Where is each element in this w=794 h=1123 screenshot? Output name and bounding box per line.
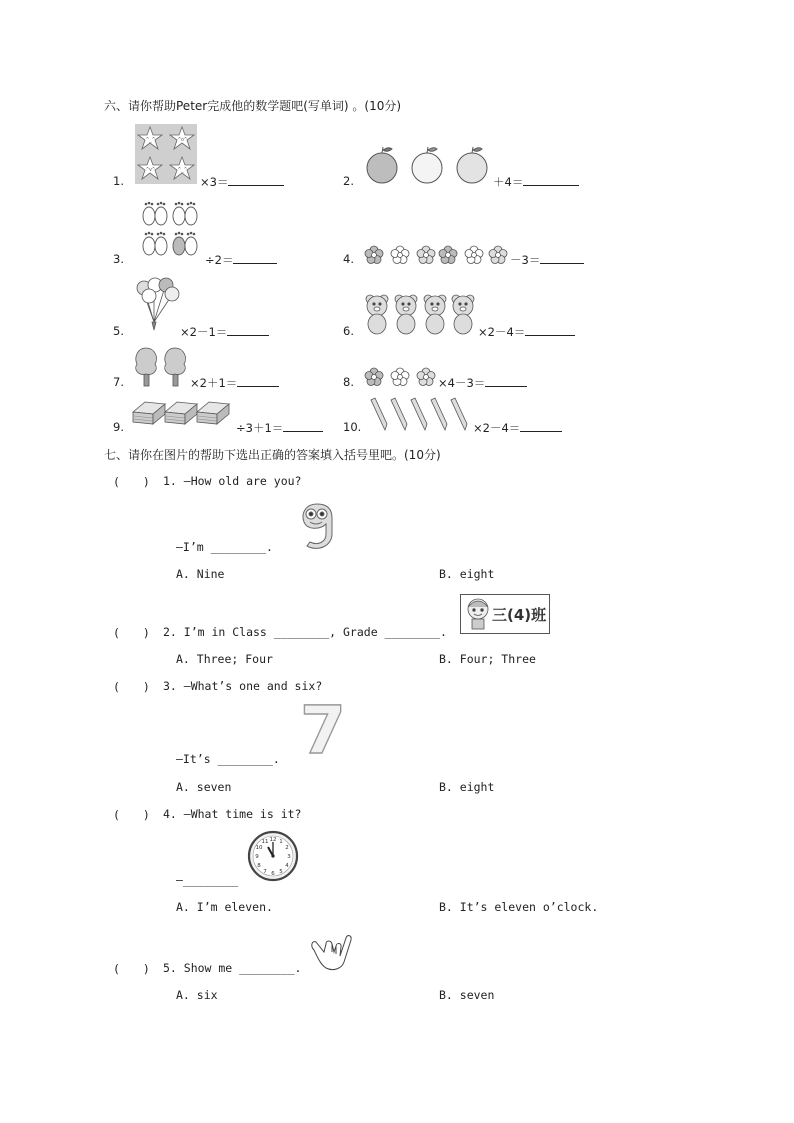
clock-num-12: 12 <box>269 837 277 843</box>
q3-option-a[interactable]: A. seven <box>176 780 232 794</box>
item-9-expression: ÷3＋1＝ <box>236 420 323 436</box>
section7-title: 七、请你在图片的帮助下选出正确的答案填入括号里吧。(10分) <box>104 448 441 462</box>
q1-option-a[interactable]: A. Nine <box>176 567 225 581</box>
number-nine-picture <box>298 500 336 550</box>
item-3-number: 3. <box>113 252 124 266</box>
q5-answer-paren[interactable]: ( ) <box>113 962 150 976</box>
item-7-expression: ×2＋1＝ <box>190 375 279 391</box>
item-9-number: 9. <box>113 420 124 434</box>
clock-num-3: 3 <box>287 854 291 860</box>
item-2-number: 2. <box>343 174 354 188</box>
number-seven-picture: 7 <box>300 692 346 769</box>
q1-option-b[interactable]: B. eight <box>439 567 495 581</box>
q4-stem: 4. —What time is it? <box>163 807 302 821</box>
clock-num-7: 7 <box>263 869 267 875</box>
q4-answer-paren[interactable]: ( ) <box>113 808 150 822</box>
answer-blank[interactable] <box>283 421 323 432</box>
q5-stem: 5. Show me ________. <box>163 961 302 975</box>
balloons-picture <box>134 276 180 332</box>
q5-option-a[interactable]: A. six <box>176 988 218 1002</box>
q3-option-b[interactable]: B. eight <box>439 780 495 794</box>
item-10-expression: ×2－4＝ <box>473 420 562 436</box>
clock-num-10: 10 <box>255 845 263 851</box>
q2-stem: 2. I’m in Class ________, Grade ________. <box>163 625 447 639</box>
q1-answer-paren[interactable]: ( ) <box>113 475 150 489</box>
q3-answer-line: —It’s ________. <box>176 752 280 766</box>
item-10-number: 10. <box>343 420 362 434</box>
item-5-number: 5. <box>113 324 124 338</box>
star-face-1: ^_^ <box>146 137 156 143</box>
clock-num-1: 1 <box>279 839 283 845</box>
answer-blank[interactable] <box>227 325 269 336</box>
clock-num-2: 2 <box>285 845 289 851</box>
books-picture <box>131 398 233 428</box>
clock-num-9: 9 <box>255 854 259 860</box>
star-face-4: ^_^ <box>178 167 188 173</box>
hand-six-gesture-picture <box>308 932 356 972</box>
item-6-expression: ×2－4＝ <box>478 324 575 340</box>
q2-answer-paren[interactable]: ( ) <box>113 626 150 640</box>
three-flowers-picture <box>364 367 440 387</box>
answer-blank[interactable] <box>228 175 284 186</box>
item-8-expression: ×4－3＝ <box>438 375 527 391</box>
trees-picture <box>133 346 191 388</box>
class-sign-text: 三(4)班 <box>492 606 547 624</box>
q3-stem: 3. —What’s one and six? <box>163 679 323 693</box>
stars-picture <box>135 124 197 184</box>
clock-num-4: 4 <box>285 863 289 869</box>
clock-num-8: 8 <box>257 863 261 869</box>
answer-blank[interactable] <box>540 253 584 264</box>
clock-num-6: 6 <box>271 871 275 877</box>
footprints-picture <box>137 198 199 262</box>
item-1-expression: ×3＝ <box>200 174 284 190</box>
clock-num-5: 5 <box>279 869 283 875</box>
answer-blank[interactable] <box>523 175 579 186</box>
answer-blank[interactable] <box>525 325 575 336</box>
answer-blank[interactable] <box>520 421 562 432</box>
item-8-number: 8. <box>343 375 354 389</box>
item-3-expression: ÷2＝ <box>205 252 277 268</box>
item-6-number: 6. <box>343 324 354 338</box>
q3-answer-paren[interactable]: ( ) <box>113 680 150 694</box>
item-7-number: 7. <box>113 375 124 389</box>
answer-blank[interactable] <box>237 376 279 387</box>
flowers-picture <box>364 245 510 265</box>
q1-answer-line: —I’m ________. <box>176 540 273 554</box>
star-face-2: ^o^ <box>178 137 188 143</box>
answer-blank[interactable] <box>485 376 527 387</box>
child-face-icon <box>465 597 491 631</box>
item-1-number: 1. <box>113 174 124 188</box>
apples-picture <box>365 144 490 186</box>
q4-answer-line: —________ <box>176 873 239 887</box>
item-4-expression: －3＝ <box>510 252 584 268</box>
item-2-expression: ＋4＝ <box>493 174 579 190</box>
answer-blank[interactable] <box>233 253 277 264</box>
clock-picture <box>247 830 299 882</box>
q4-option-a[interactable]: A. I’m eleven. <box>176 900 273 914</box>
item-5-expression: ×2－1＝ <box>180 324 269 340</box>
bears-picture <box>363 294 479 336</box>
q1-stem: 1. —How old are you? <box>163 474 302 488</box>
class-sign-picture <box>460 594 550 634</box>
star-face-3: ^v^ <box>146 167 156 173</box>
q2-option-a[interactable]: A. Three; Four <box>176 652 273 666</box>
q2-option-b[interactable]: B. Four; Three <box>439 652 536 666</box>
q5-option-b[interactable]: B. seven <box>439 988 495 1002</box>
item-4-number: 4. <box>343 252 354 266</box>
section6-title: 六、请你帮助Peter完成他的数学题吧(写单词) 。(10分) <box>104 99 402 113</box>
clock-num-11: 11 <box>261 839 269 845</box>
pencils-picture <box>369 398 473 432</box>
q4-option-b[interactable]: B. It’s eleven o’clock. <box>439 900 599 914</box>
